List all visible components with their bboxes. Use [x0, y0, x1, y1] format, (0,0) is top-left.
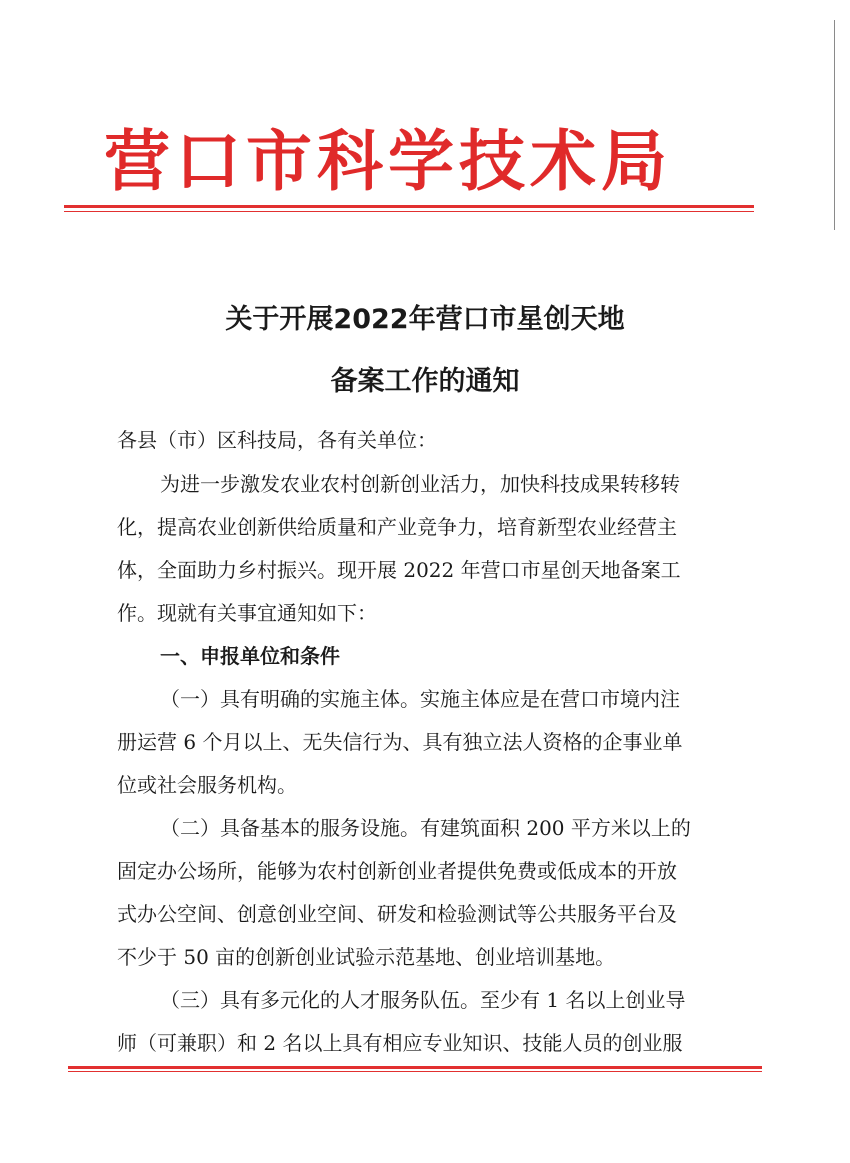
document-title-line-2: 备案工作的通知 — [330, 366, 520, 397]
body-line: 不少于 50 亩的创新创业试验示范基地、创业培训基地。 — [117, 945, 616, 969]
letterhead-org-name: 营口市科学技术局 — [104, 122, 672, 200]
salutation: 各县（市）区科技局，各有关单位： — [117, 428, 437, 452]
body-line: （三）具有多元化的人才服务队伍。至少有 1 名以上创业导 — [160, 988, 686, 1012]
scan-edge-line — [834, 20, 835, 230]
body-line: 式办公空间、创意创业空间、研发和检验测试等公共服务平台及 — [117, 902, 677, 926]
body-line: 固定办公场所，能够为农村创新创业者提供免费或低成本的开放 — [117, 859, 677, 883]
section-heading: 一、申报单位和条件 — [160, 644, 340, 668]
body-line: 化，提高农业创新供给质量和产业竞争力，培育新型农业经营主 — [117, 515, 677, 539]
body-line: 册运营 6 个月以上、无失信行为、具有独立法人资格的企事业单 — [117, 730, 683, 754]
body-line: 位或社会服务机构。 — [117, 773, 297, 797]
body-line: 为进一步激发农业农村创新创业活力，加快科技成果转移转 — [160, 472, 680, 496]
body-line: 体，全面助力乡村振兴。现开展 2022 年营口市星创天地备案工 — [117, 558, 681, 582]
body-line: （一）具有明确的实施主体。实施主体应是在营口市境内注 — [160, 687, 680, 711]
body-line: 作。现就有关事宜通知如下： — [117, 601, 377, 625]
letterhead-red-rule-thin — [64, 211, 754, 212]
letterhead-red-rule — [64, 205, 754, 208]
body-line: （二）具备基本的服务设施。有建筑面积 200 平方米以上的 — [160, 816, 691, 840]
document-title-line-1: 关于开展2022年营口市星创天地 — [225, 304, 625, 335]
footer-red-rule — [68, 1066, 762, 1069]
body-line: 师（可兼职）和 2 名以上具有相应专业知识、技能人员的创业服 — [117, 1031, 683, 1055]
footer-red-rule-thin — [68, 1071, 762, 1072]
